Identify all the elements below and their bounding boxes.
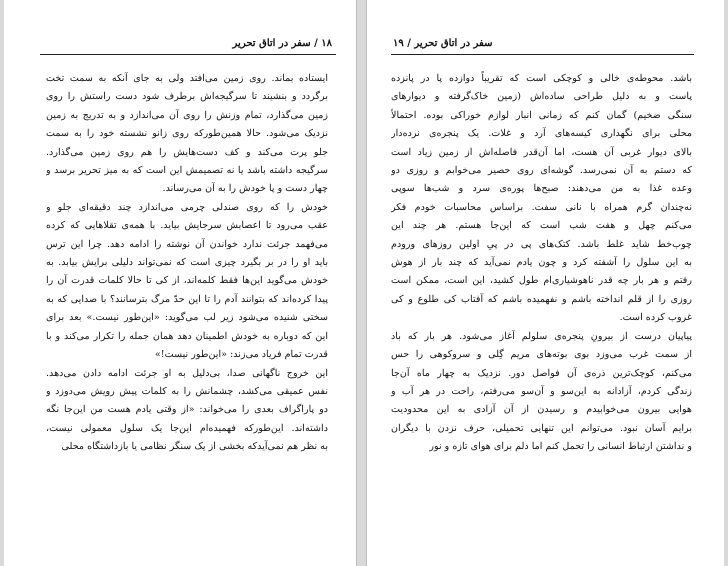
text-line: عقب می‌رود تا اعصابش سرجایش بیاید. با همه‌ی تقلاهایی که کرده [46,220,328,232]
text-line: محلی برای نگهداری کیسه‌های آرد و غلات. یک پنجره‌ی نرده‌دار [391,128,692,140]
text-line: هوایی بیرون می‌خوابیدم و رسیدن از آن آزادی به این محدودیت [391,404,692,416]
text-line: می‌فهمد جرئت ندارد خواندن آن نوشته را ادامه دهد. چرا این ترس [46,238,328,250]
text-line: نه‌چندان گرم همراه با نانی سفت. براساس محاسبات خودم فکر [391,201,692,213]
running-head-left: ۱۸ / سفر در اتاق تحریر [232,38,332,49]
text-line: نفس عمیقی می‌کشد، چشمانش را به کلمات پیش رویش می‌دوزد و [46,385,328,397]
text-line: وعده غذا به من می‌دهند: صبح‌ها پوره‌ی سرد و شب‌ها سوپی [391,183,692,195]
right-page [366,0,724,566]
text-line: سختی شنیده می‌شود زیر لب می‌گوید: «این‌طور نیست.» بعد برای [46,312,328,324]
text-line: بالای دیوار غربی آن هست، اما آن‌قدر فاصله‌اش از زمین زیاد است [391,146,692,158]
text-line: این که دوباره به خودش اطمینان دهد همان جمله را تکرار می‌کند و با [46,330,328,342]
text-line: باشد. محوطه‌ی خالی و کوچکی است که تقریباً دوازده پا در پانزده [391,73,692,84]
text-line: و نداشتن ارتباط انسانی را تحمل کنم اما دلم برای هوای تازه و نور [429,441,692,453]
header-rule-right [391,54,694,55]
paragraph [391,328,692,457]
text-line: این خروج ناگهانی صدا، بی‌دلیل به او جرئت ادامه دادن می‌دهد. [46,367,328,379]
header-rule-left [40,54,336,55]
text-line: غروب کرده است. [619,312,692,324]
paragraph [46,199,328,365]
text-line: جلو پرت می‌کند و کف دست‌هایش را هم روی زمین می‌گذارد. [46,146,328,158]
text-line: پاست و به دلیل طراحی ساده‌اش (زمین خاک‌گرفته و دیوارهای [391,91,692,103]
text-line: به این سلول را آشفته کرد و چون یادم نمی‌آید که چند بار از هوش [391,257,692,269]
body-text-right [391,70,692,457]
paragraph [391,70,692,328]
text-line: باید او را در بر بگیرد چیزی است که نمی‌تواند دلیلی برایش بیابد. به [46,257,328,269]
text-line: چوب‌خط شاید غلط باشد. کتک‌های پی در پیِ اولین روزهای ورودم [391,238,692,250]
text-line: پیاپیان درست از بیرونِ پنجره‌ی سلولم آغاز می‌شود. هر بار که باد [391,330,692,342]
text-line: خودش را که روی صندلی چرمی می‌اندازد چند دقیقه‌ای جلو و [46,201,328,213]
text-line: قدرت تمام فریاد می‌زند: «این‌طور نیست!» [154,349,328,361]
left-page [4,0,357,566]
text-line: رفتم و هر بار چه قدر ناهوشیاری‌ام طول کشید، این است، ممکن است [391,275,692,287]
text-line: زندگی کردم، آزادانه به این‌سو و آن‌سو می‌رفتم، راحت در هر آب و [391,385,692,397]
text-line: که دستم به آن نمی‌رسد. گوشه‌ای روی حصیر می‌خوابم و روزی دو [391,165,692,177]
text-line: خودش می‌گوید این‌ها فقط کلمه‌اند، از کی تا حالا کلمات قدرت آن را [46,275,328,287]
text-line: چهار دست و پا خودش را به آن می‌رساند. [162,183,328,195]
text-line: می‌کنم، کوچک‌ترین ذره‌ی آن فواصل دور. نزدیک به چهار ماه آن‌جا [391,367,692,379]
text-line: سنگی ضخیم) گمان کنم که زمانی انبار لوازم خوراکی بوده. احتمالاً [391,109,692,121]
text-line: برایم آسان نبود. می‌توانم این تنهایی تحمیلی، حرف نزدن با دیگران [391,422,692,434]
text-line: روزی را از قلم انداخته باشم و نفهمیده باشم که آفتاب کی طلوع و کی [391,293,692,305]
paragraph [46,70,328,199]
running-head-right: سفر در اتاق تحریر / ۱۹ [393,38,493,49]
text-line: ایستاده بماند. روی زمین می‌افتد ولی به جای آنکه به سمت تخت [46,73,328,84]
text-line: دو پاراگراف بعدی را می‌خواند: «از وقتی یادم هست من این‌جا نگه [46,404,328,416]
body-text-left [46,70,328,457]
text-line: زمین می‌گذارد، تمام وزنش را روی آن می‌اندازد و به تدریج به زمین [46,109,328,121]
text-line: نزدیک می‌شود. حالا همین‌طورکه روی زانو نشسته خود را به سمت [46,128,328,140]
text-line: پیدا کرده‌اند که بتوانند آدم را تا این حدّ مرگ بترسانند؟ با صدایی که به [46,293,328,305]
text-line: می‌کنم چهل و هفت شب است که این‌جا هستم. هر چند این [391,220,692,232]
text-line: از سمت غرب می‌وزد بوی بوته‌های مریم گِلی و سروکوهی را حس [391,349,692,361]
paragraph [46,365,328,457]
text-line: سرگیجه داشته باشد یا نه تصمیمش این است که به میز تحریر برسد و [46,165,328,177]
text-line: برگردد و بنشیند تا سرگیجه‌اش برطرف شود دست راستش را روی [46,91,328,103]
text-line: داشته‌اند. این‌طورکه فهمیده‌ام این‌جا یک سلول معمولی نیست، [46,422,328,434]
text-line: به نظر هم نمی‌آیدکه بخشی از یک سنگر نظامی یا بازداشتگاه محلی [61,441,328,453]
